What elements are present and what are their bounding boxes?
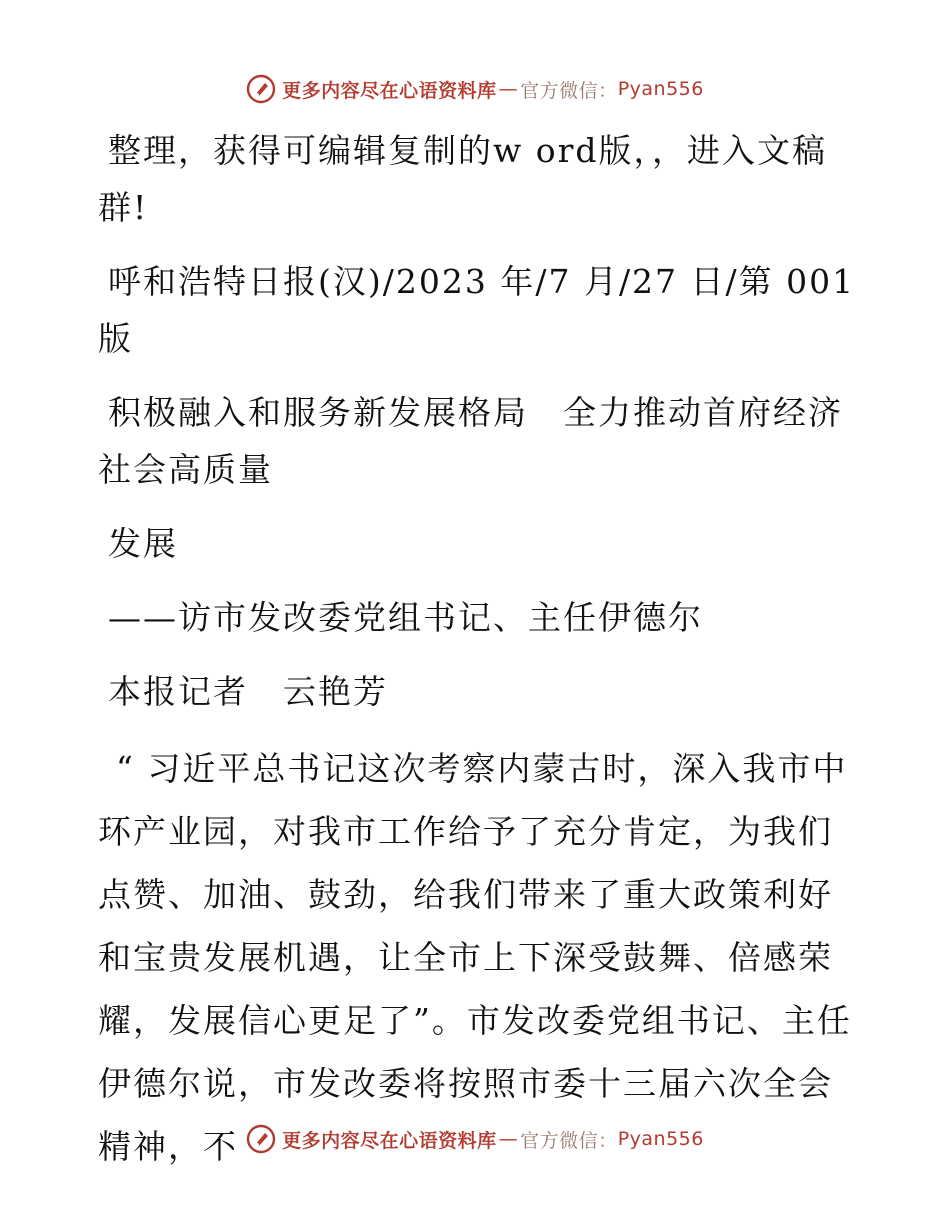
pen-nib-logo-icon xyxy=(246,1124,276,1154)
intro-note: 整理，获得可编辑复制的w ord版，，进入文稿群! xyxy=(98,131,828,227)
watermark-wechat-id: Pyan556 xyxy=(617,1128,704,1150)
watermark-sub-text: 官方微信： xyxy=(520,1129,618,1152)
footer-watermark xyxy=(0,1124,950,1154)
watermark-wechat-id: Pyan556 xyxy=(617,78,704,100)
watermark-dash: — xyxy=(498,1128,519,1150)
document-body xyxy=(98,122,858,1195)
watermark-dash: — xyxy=(498,78,519,100)
watermark-main-text: 更多内容尽在心语资料库 xyxy=(282,1129,497,1152)
article-subtitle: ——访市发改委党组书记、主任伊德尔 xyxy=(108,598,703,637)
article-title: 积极融入和服务新发展格局 全力推动首府经济社会高质量 xyxy=(98,393,843,489)
source-line: 呼和浩特日报(汉)/2023 年/7 月/27 日/第 001 版 xyxy=(98,262,856,358)
body-paragraph: “ 习近平总书记这次考察内蒙古时，深入我市中环产业园，对我市工作给予了充分肯定，为我们点赞、加油、鼓劲，给我们带来了重大政策利好和宝贵发展机遇，让全市上下深受鼓舞、倍感荣耀，发展信心更足了”。市发改委党组书记、主任伊德尔说，市发改委将按照市委十三届六次全会精神，不 xyxy=(98,749,852,1166)
watermark-sub-text: 官方微信： xyxy=(520,79,618,102)
pen-nib-logo-icon xyxy=(246,74,276,104)
header-watermark xyxy=(0,74,950,104)
byline: 本报记者 云艳芳 xyxy=(108,672,388,711)
article-title-continued: 发展 xyxy=(108,524,178,563)
watermark-main-text: 更多内容尽在心语资料库 xyxy=(282,79,497,102)
